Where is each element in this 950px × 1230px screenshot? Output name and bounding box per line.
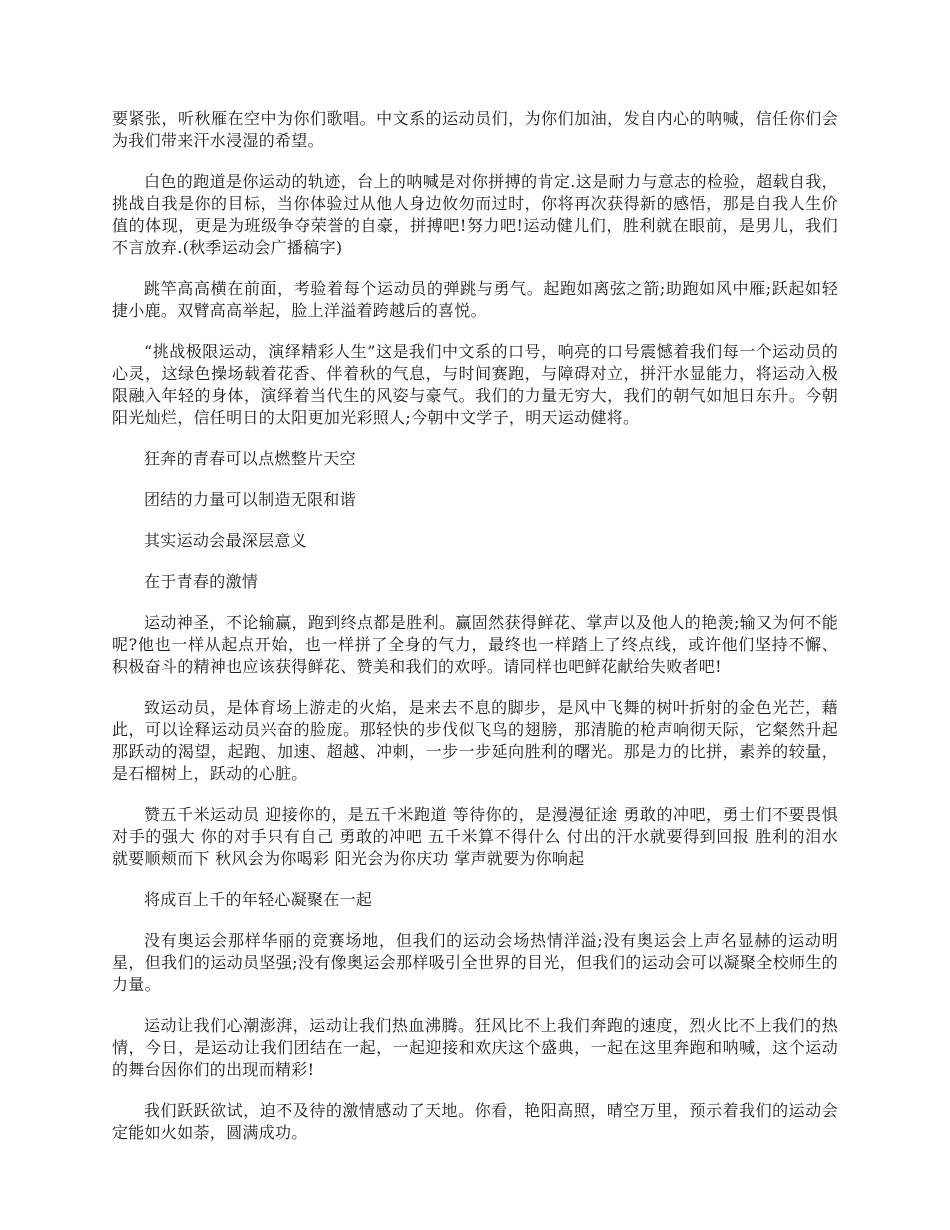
paragraph: 运动让我们心潮澎湃，运动让我们热血沸腾。狂风比不上我们奔跑的速度，烈火比不上我们的热情，今日，是运动让我们团结在一起，一起迎接和欢庆这个盛典，一起在这里奔跑和呐喊，这个运动的舞台因你们的出现而精彩! [112,1016,838,1079]
paragraph: 要紧张，听秋雁在空中为你们歌唱。中文系的运动员们，为你们加油，发自内心的呐喊，信任你们会为我们带来汗水浸湿的希望。 [112,109,838,150]
paragraph: “挑战极限运动，演绎精彩人生”这是我们中文系的口号，响亮的口号震憾着我们每一个运动员的心灵，这绿色操场载着花香、伴着秋的气息，与时间赛跑，与障碍对立，拼汗水显能力，将运动入极限融入年轻的身体，演绎着当代生的风姿与豪气。我们的力量无穷大，我们的朝气如旭日东升。今朝阳光灿烂，信任明日的太阳更加光彩照人;今朝中文学子，明天运动健将。 [112,342,838,427]
paragraph: 我们跃跃欲试，迫不及待的激情感动了天地。你看，艳阳高照，晴空万里，预示着我们的运动会定能如火如荼，圆满成功。 [112,1101,838,1142]
paragraph: 狂奔的青春可以点燃整片天空 [144,449,356,468]
paragraph: 团结的力量可以制造无限和谐 [144,490,356,509]
paragraph: 赞五千米运动员 迎接你的，是五千米跑道 等待你的，是漫漫征途 勇敢的冲吧，勇士们不要畏惧对手的强大 你的对手只有自己 勇敢的冲吧 五千米算不得什么 付出的汗水就要得到回报 胜利的泪水就要顺颊而下 秋风会为你喝彩 阳光会为你庆功 掌声就要为你响起 [112,805,838,868]
paragraph: 运动神圣，不论输赢，跑到终点都是胜利。赢固然获得鲜花、掌声以及他人的艳羡;输又为何不能呢?他也一样从起点开始，也一样拼了全身的气力，最终也一样踏上了终点线，或许他们坚持不懈、积极奋斗的精神也应该获得鲜花、赞美和我们的欢呼。请同样也吧鲜花献给失败者吧! [112,613,838,676]
paragraph: 白色的跑道是你运动的轨迹，台上的呐喊是对你拼搏的肯定.这是耐力与意志的检验，超载自我，挑战自我是你的目标，当你体验过从他人身边攸勿而过时，你将再次获得新的感悟，那是自我人生价值的体现，更是为班级争夺荣誉的自豪，拼搏吧!努力吧!运动健儿们，胜利就在眼前，是男儿，我们不言放弃.(秋季运动会广播稿字) [112,172,838,257]
paragraph: 没有奥运会那样华丽的竞赛场地，但我们的运动会场热情洋溢;没有奥运会上声名显赫的运动明星，但我们的运动员坚强;没有像奥运会那样吸引全世界的目光，但我们的运动会可以凝聚全校师生的力量。 [112,931,838,994]
paragraph: 跳竿高高横在前面，考验着每个运动员的弹跳与勇气。起跑如离弦之箭;助跑如风中雁;跃起如轻捷小鹿。双臂高高举起，脸上洋溢着跨越后的喜悦。 [112,279,838,320]
paragraph: 其实运动会最深层意义 [144,531,308,550]
paragraph: 将成百上千的年轻心凝聚在一起 [144,890,373,909]
paragraph: 致运动员，是体育场上游走的火焰，是来去不息的脚步，是风中飞舞的树叶折射的金色光芒，藉此，可以诠释运动员兴奋的脸庞。那轻快的步伐似飞鸟的翅膀，那清脆的枪声响彻天际，它粲然升起那跃动的渴望，起跑、加速、超越、冲刺，一步一步延向胜利的曙光。那是力的比拼，素养的较量，是石榴树上，跃动的心脏。 [112,698,838,783]
paragraph: 在于青春的激情 [144,572,259,591]
